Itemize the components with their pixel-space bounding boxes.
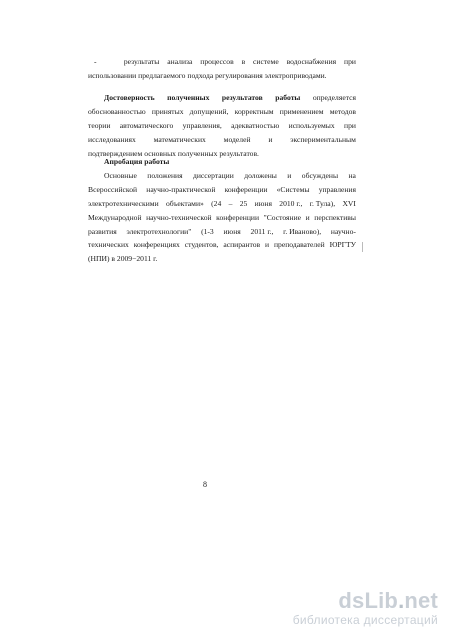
word: научно-	[330, 226, 356, 236]
word: (1-3	[201, 226, 214, 236]
text-line	[88, 55, 356, 69]
word: обсуждены	[301, 171, 339, 180]
watermark-logo-name: dsLib	[338, 588, 399, 613]
approbation-paragraph	[88, 169, 356, 266]
word: исследованиях	[88, 134, 136, 144]
word: июня	[254, 198, 272, 208]
watermark-subtitle: библиотека диссертаций	[292, 613, 438, 627]
word: управления	[318, 184, 356, 194]
bullet-marker: -	[94, 57, 97, 66]
word: конференции	[224, 184, 268, 194]
text-line	[88, 183, 356, 197]
word: научно-практической	[146, 184, 216, 194]
word: 25	[239, 198, 248, 208]
word: результатов	[221, 93, 263, 102]
word: конференциях	[133, 240, 180, 250]
word: процессов	[200, 57, 234, 66]
word: при	[344, 120, 356, 130]
word: анализа	[167, 57, 193, 66]
word: и	[264, 240, 270, 250]
word: работы	[275, 93, 301, 102]
word: перспективы	[314, 212, 356, 222]
word: определяется	[312, 93, 356, 102]
word: моделей	[223, 134, 251, 144]
text-line	[88, 197, 356, 211]
watermark-logo-dot: .	[398, 588, 405, 613]
text-line	[88, 238, 356, 252]
word: теории	[88, 120, 111, 130]
word: адекватностью	[231, 120, 280, 130]
word: обоснованностью	[88, 106, 146, 116]
word: и	[268, 134, 273, 144]
word: автоматического	[119, 120, 174, 130]
word: электротехнологии"	[126, 226, 192, 236]
word: и	[305, 212, 310, 222]
word: на	[348, 171, 356, 180]
word: г. Иваново),	[283, 226, 322, 236]
word: корректным	[234, 106, 274, 116]
text-line: подтверждением основных полученных результатов.	[88, 148, 259, 158]
text-line	[88, 105, 356, 119]
word: диссертации	[192, 171, 234, 180]
word: Достоверность	[104, 93, 155, 102]
watermark-logo	[293, 590, 438, 612]
approbation-heading-block	[88, 155, 356, 169]
word: системе	[253, 57, 279, 66]
bullet-paragraph	[88, 55, 356, 83]
word: водоснабжения	[286, 57, 337, 66]
word: XVI	[342, 198, 356, 208]
scan-mark	[362, 242, 363, 252]
word: Международной	[88, 212, 142, 222]
word: допущений,	[189, 106, 229, 116]
word: (24	[211, 198, 222, 208]
word: в	[241, 57, 246, 66]
word: преподавателей	[273, 240, 325, 250]
word: конференции	[216, 212, 260, 222]
word: Основные	[104, 171, 137, 180]
word: г. Тула),	[309, 198, 336, 208]
text-line	[88, 225, 356, 239]
word: используемых	[288, 120, 335, 130]
word: полученных	[167, 93, 210, 102]
word: развития	[88, 226, 117, 236]
word: доложены	[244, 171, 277, 180]
word: 2010 г.,	[279, 198, 303, 208]
word: принятых	[151, 106, 184, 116]
word: июня	[223, 226, 241, 236]
section-heading: Апробация работы	[104, 157, 170, 166]
word: ЮРГТУ	[329, 240, 356, 250]
word: научно-технической	[146, 212, 212, 222]
word: методов	[329, 106, 356, 116]
word: Всероссийской	[88, 184, 138, 194]
word: аспирантов	[223, 240, 261, 250]
word: результаты	[123, 57, 160, 66]
word: математических	[153, 134, 206, 144]
word: электротехническими	[88, 198, 159, 208]
watermark-logo-tld: net	[404, 588, 438, 613]
text-line	[88, 91, 356, 105]
page-number: 8	[203, 480, 207, 489]
word: 2011 г.,	[250, 226, 274, 236]
word: «Системы	[276, 184, 310, 194]
reliability-paragraph	[88, 91, 356, 160]
text-line	[88, 211, 356, 225]
word: положения	[147, 171, 183, 180]
text-line: (НПИ) в 2009−2011 г.	[88, 254, 158, 264]
word: и	[287, 171, 292, 180]
text-line	[88, 133, 356, 147]
word: "Состояние	[263, 212, 302, 222]
word: применением	[279, 106, 324, 116]
word: студентов,	[184, 240, 219, 250]
word: при	[344, 57, 356, 66]
text-line: использовании предлагаемого подхода регулирования электроприводами.	[88, 70, 327, 80]
word: технических	[88, 240, 129, 250]
text-line	[88, 119, 356, 133]
watermark	[293, 590, 438, 627]
word: экспериментальным	[290, 134, 356, 144]
word: управления,	[182, 120, 222, 130]
word: объектами»	[166, 198, 204, 208]
text-line	[88, 169, 356, 183]
word: –	[228, 198, 233, 208]
